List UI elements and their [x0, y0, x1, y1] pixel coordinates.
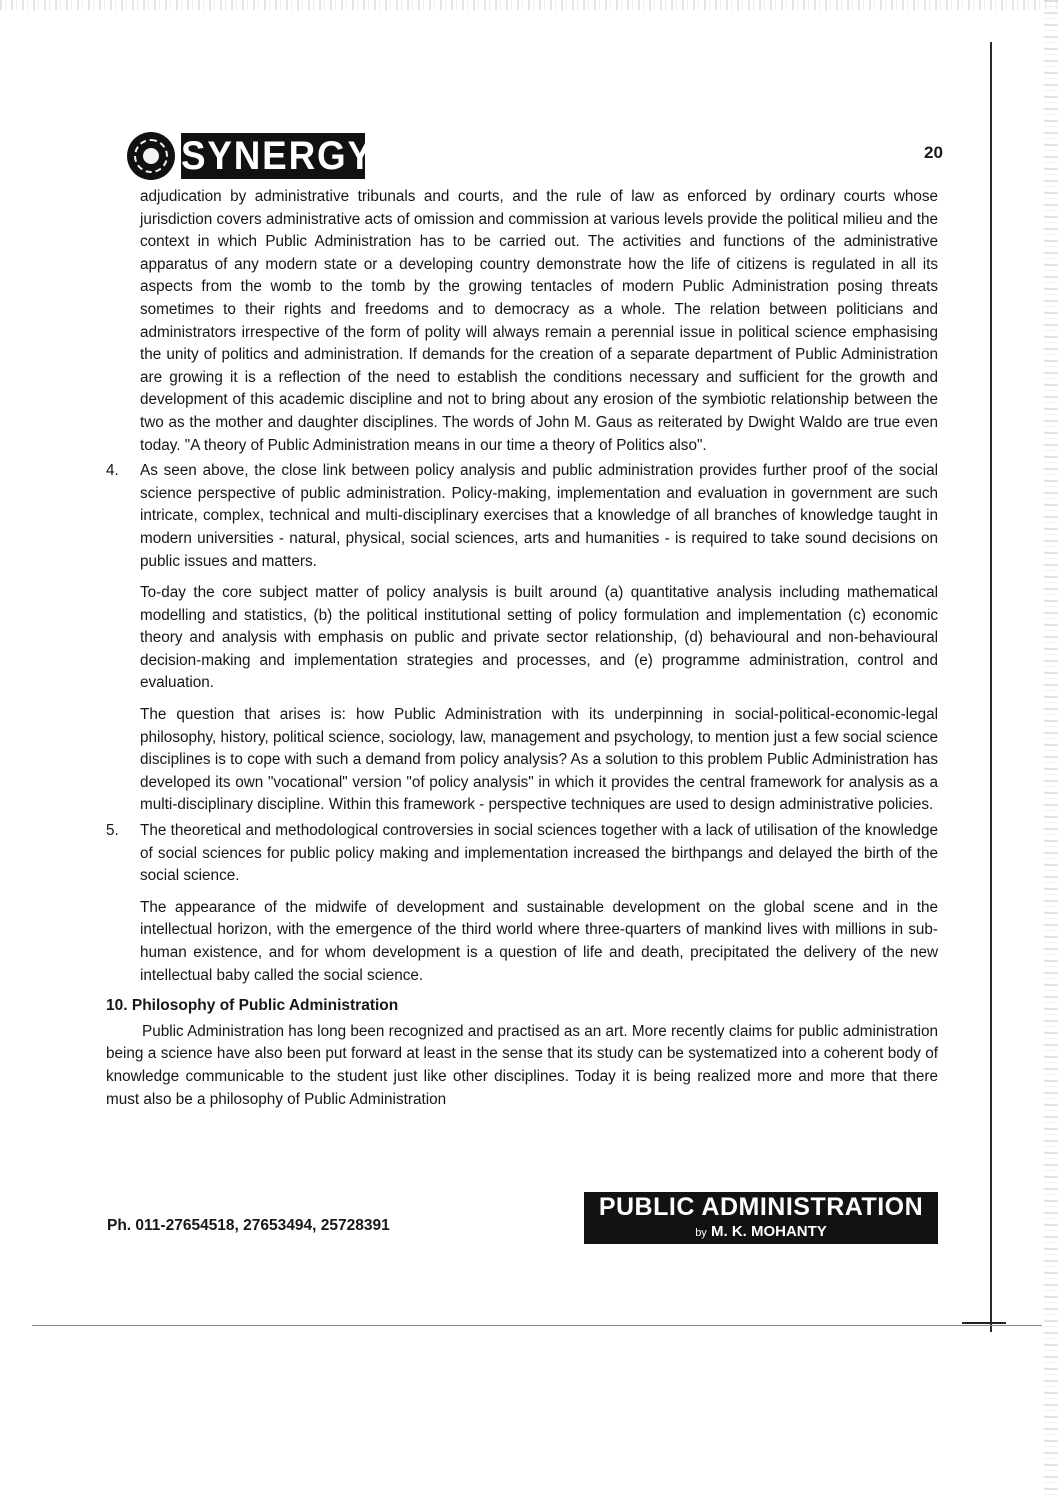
page-bottom-rule — [32, 1325, 1042, 1326]
list-item-4 — [106, 460, 938, 573]
paragraph: The appearance of the midwife of development and sustainable development on the global scene and in the intellectual horizon, with the emergence of the third world where three-quarters of mankind lives with millions in sub-human existence, and for whom development is a question of life and death, precipitated the delivery of the new intellectual baby called the social science. — [140, 898, 938, 984]
section-paragraph: Public Administration has long been recognized and practised as an art. More recently claims for public administration being a science have also been put forward at least in the sense that its study can be systematized into a coherent body of knowledge communicable to the student just like other disciplines. Today it is being realized more and more that there must also be a philosophy of Public Administration — [106, 1022, 938, 1108]
list-number: 5. — [106, 822, 119, 840]
list-item-5 — [106, 820, 938, 888]
brand-name: SYNERGY — [181, 134, 374, 178]
section-heading: 10. Philosophy of Public Administration — [106, 997, 399, 1015]
author-prefix: by — [695, 1227, 707, 1239]
book-author — [584, 1222, 938, 1243]
footer-phone: Ph. 011-27654518, 27653494, 25728391 — [107, 1217, 390, 1234]
continuation-paragraph: adjudication by administrative tribunals and courts, and the rule of law as enforced by ordinary courts whose jurisdiction covers administrative acts of omission and commission at various levels provide the political milieu and the context in which Public Administration has to be carried out. The activities and functions of the administrative apparatus of any modern state or a developing country demonstrate how the life of citizens is regulated in all its aspects from the womb to the tomb by the growing tentacles of modern Public Administration posing threats sometimes to their rights and freedoms and to democracy as a whole. The relation between politicians and administrators irrespective of the form of polity will always remain a perennial issue in political science emphasising the unity of politics and administration. If demands for the creation of a separate department of Public Administration are growing it is a reflection of the need to establish the conditions necessary and sufficient for the growth and development of this academic discipline and not to bring about any erosion of the symbiotic relationship between the two as the mother and daughter disciplines. The words of John M. Gaus as reiterated by Dwight Waldo are true even today. "A theory of Public Administration means in our time a theory of Politics also". — [140, 188, 938, 454]
page-number: 20 — [924, 143, 943, 162]
synergy-logo — [127, 131, 381, 181]
footer-book-banner — [584, 1192, 938, 1244]
margin-rule-tick — [962, 1322, 1006, 1324]
paragraph: To-day the core subject matter of policy analysis is built around (a) quantitative analysis including mathematical modelling and statistics, (b) the political institutional setting of policy formulation and implementation (c) economic theory and analysis with emphasis on public and private sector relationship, (d) behavioural and non-behavioural decision-making and implementation strategies and processes, and (e) programme administration, control and evaluation. — [140, 584, 938, 692]
scan-noise-top — [0, 0, 1058, 10]
list-item-text: The theoretical and methodological controversies in social sciences together with a lack of utilisation of the knowledge of social sciences for public policy making and implementation increased the birthpangs and delayed the birth of the social science. — [140, 822, 938, 885]
list-number: 4. — [106, 462, 119, 480]
body-text — [106, 186, 938, 1111]
book-title: PUBLIC ADMINISTRATION — [598, 1193, 924, 1221]
margin-rule — [990, 42, 992, 1332]
paragraph: The question that arises is: how Public Administration with its underpinning in social-political-economic-legal philosophy, history, political science, sociology, law, management and psychology, to mention just a few social science disciplines is to cope with such a demand from policy analysis? As a solution to this problem Public Administration has developed its own "vocational" version "of policy analysis" in which it provides the central framework for analysis as a multi-disciplinary discipline. Within this framework - perspective techniques are used to design administrative policies. — [140, 706, 938, 814]
scan-noise-right-edge — [1044, 0, 1058, 1496]
author-name: M. K. MOHANTY — [710, 1223, 827, 1240]
list-item-text: As seen above, the close link between policy analysis and public administration provides further proof of the social science perspective of public administration. Policy-making, implementation and evaluation in government are such intricate, complex, technical and multi-disciplinary exercises that a knowledge of all branches of knowledge taught in modern universities - natural, physical, social sciences, arts and humanities - is required to take sound decisions on public issues and matters. — [140, 462, 938, 570]
seal-icon — [127, 132, 175, 180]
